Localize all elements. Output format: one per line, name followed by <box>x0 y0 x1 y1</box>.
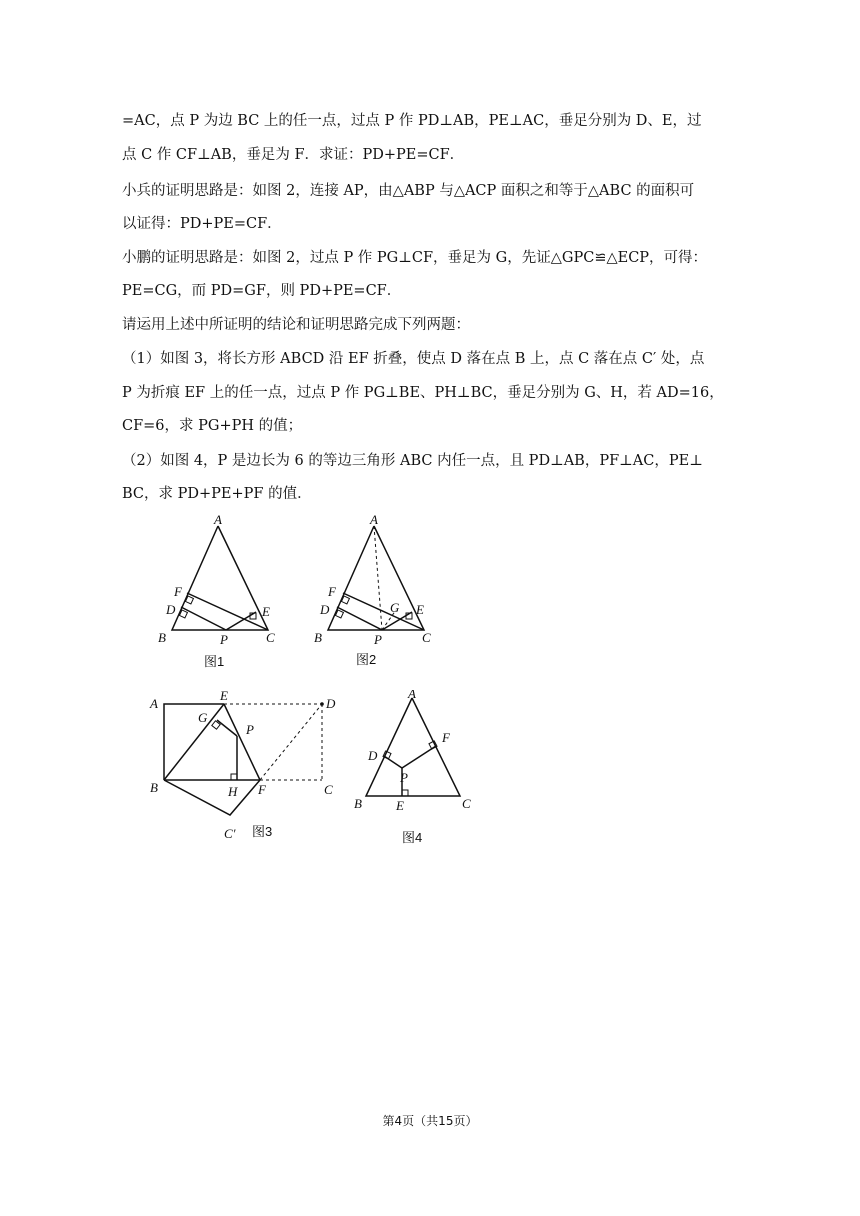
fig2-label-D: D <box>320 602 330 617</box>
fig4-label-B: B <box>354 796 362 811</box>
fig3-label-F: F <box>258 782 266 797</box>
fig2-label-B: B <box>314 630 322 645</box>
fig1-caption: 图1 <box>204 654 225 669</box>
fig1-label-B: B <box>158 630 166 645</box>
fig3-caption: 图3 <box>252 824 273 839</box>
fig1-label-A: A <box>214 512 222 527</box>
text-line-8: （1）如图 3，将长方形 ABCD 沿 EF 折叠，使点 D 落在点 B 上，点 C 落在点 C′ 处，点 <box>122 351 705 367</box>
fig3-label-A: A <box>150 696 158 711</box>
fig3-label-P: P <box>246 722 254 737</box>
fig3-label-G: G <box>198 710 208 725</box>
text-line-6: PE=CG，而 PD=GF，则 PD+PE=CF． <box>122 283 402 299</box>
fig2-label-C: C <box>422 630 431 645</box>
fig4-label-E: E <box>396 798 404 813</box>
page-footer: 第4页（共15页） <box>382 1114 478 1128</box>
text-line-1: =AC，点 P 为边 BC 上的任一点，过点 P 作 PD⊥AB，PE⊥AC，垂足分别为 D、E，过 <box>122 113 702 129</box>
fig3-label-Cprime: C′ <box>224 826 236 841</box>
fig3-label-C: C <box>324 782 333 797</box>
figure-1 <box>150 508 290 682</box>
text-line-4: 以证得：PD+PE=CF． <box>122 216 282 232</box>
text-line-7: 请运用上述中所证明的结论和证明思路完成下列两题： <box>122 317 470 333</box>
text-line-11: （2）如图 4，P 是边长为 6 的等边三角形 ABC 内任一点，且 PD⊥AB，PF⊥AC，PE⊥ <box>122 453 703 469</box>
fig2-label-G: G <box>390 600 400 615</box>
figure-2 <box>306 508 446 682</box>
fig1-label-C: C <box>266 630 275 645</box>
fig3-label-H: H <box>228 784 238 799</box>
fig4-label-P: P <box>400 770 408 785</box>
fig2-label-P: P <box>374 632 382 647</box>
text-line-12: BC，求 PD+PE+PF 的值． <box>122 486 312 502</box>
fig3-label-D: D <box>326 696 336 711</box>
text-line-2: 点 C 作 CF⊥AB，垂足为 F．求证：PD+PE=CF． <box>122 147 465 163</box>
fig2-label-E: E <box>416 602 424 617</box>
fig4-caption: 图4 <box>402 830 423 845</box>
fig3-label-B: B <box>150 780 158 795</box>
text-line-9: P 为折痕 EF 上的任一点，过点 P 作 PG⊥BE、PH⊥BC，垂足分别为 G、H，若 AD=16， <box>122 385 724 401</box>
fig1-label-P: P <box>220 632 228 647</box>
fig1-label-D: D <box>166 602 176 617</box>
fig4-label-A: A <box>408 690 416 701</box>
figure-3 <box>140 690 360 854</box>
fig3-label-E: E <box>220 690 228 703</box>
fig2-caption: 图2 <box>356 652 377 667</box>
fig4-label-D: D <box>368 748 378 763</box>
text-line-10: CF=6，求 PG+PH 的值； <box>122 418 303 434</box>
figure-4 <box>346 690 486 854</box>
fig4-label-F: F <box>442 730 450 745</box>
fig2-label-A: A <box>370 512 378 527</box>
fig4-label-C: C <box>462 796 471 811</box>
fig2-label-F: F <box>328 584 336 599</box>
fig1-label-F: F <box>174 584 182 599</box>
fig1-label-E: E <box>262 604 270 619</box>
text-line-3: 小兵的证明思路是：如图 2，连接 AP，由△ABP 与△ACP 面积之和等于△ABC 的面积可 <box>122 183 695 199</box>
text-line-5: 小鹏的证明思路是：如图 2，过点 P 作 PG⊥CF，垂足为 G，先证△GPC≌△ECP，可得： <box>122 250 708 266</box>
